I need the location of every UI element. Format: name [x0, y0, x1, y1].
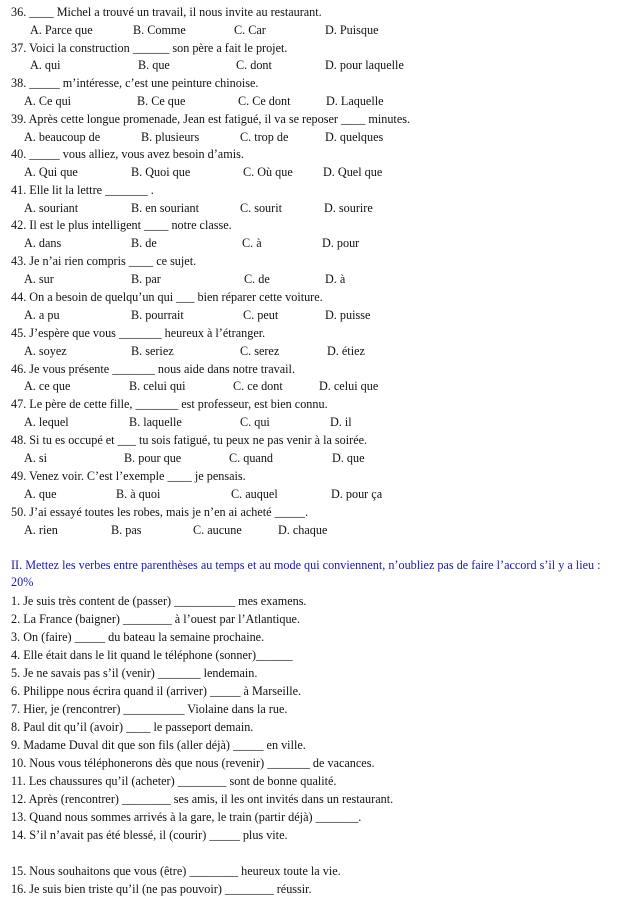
answer-option-a: A. si [24, 451, 48, 465]
answer-option-b: B. pourrait [131, 308, 184, 322]
answer-option-c: C. peut [243, 308, 279, 322]
answer-option-d: D. à [325, 272, 346, 286]
answer-option-b: B. pas [111, 523, 142, 537]
conjugation-item: 11. Les chaussures qu’il (acheter) ________ sont de bonne qualité. [11, 774, 337, 788]
question-text: 37. Voici la construction ______ son père a fait le projet. [11, 41, 288, 55]
question-text: 40. _____ vous alliez, vous avez besoin d’amis. [11, 147, 244, 161]
answer-option-b: B. en souriant [131, 201, 200, 215]
question-text: 42. Il est le plus intelligent ____ notre classe. [11, 218, 232, 232]
question-text: 41. Elle lit la lettre _______ . [11, 183, 154, 197]
answer-option-a: A. rien [24, 523, 58, 537]
answer-option-a: A. lequel [24, 415, 69, 429]
answer-option-c: C. Ce dont [238, 94, 291, 108]
conjugation-item: 7. Hier, je (rencontrer) __________ Violaine dans la rue. [11, 702, 288, 716]
answer-option-a: A. sur [24, 272, 54, 286]
question-text: 50. J’ai essayé toutes les robes, mais je n’en ai acheté _____. [11, 505, 309, 519]
answer-option-b: B. de [131, 236, 157, 250]
answer-option-c: C. dont [236, 58, 272, 72]
conjugation-item: 6. Philippe nous écrira quand il (arriver) _____ à Marseille. [11, 684, 302, 698]
answer-option-a: A. qui [30, 58, 61, 72]
question-text: 39. Après cette longue promenade, Jean est fatigué, il va se reposer ____ minutes. [11, 112, 411, 126]
answer-option-d: D. chaque [278, 523, 328, 537]
answer-option-d: D. il [330, 415, 352, 429]
answer-option-b: B. plusieurs [141, 130, 200, 144]
answer-option-d: D. puisse [325, 308, 371, 322]
answer-option-b: B. seriez [131, 344, 174, 358]
answer-option-d: D. pour [322, 236, 360, 250]
conjugation-item: 14. S’il n’avait pas été blessé, il (courir) _____ plus vite. [11, 828, 288, 842]
conjugation-item: 8. Paul dit qu’il (avoir) ____ le passeport demain. [11, 720, 254, 734]
conjugation-item: 4. Elle était dans le lit quand le téléphone (sonner)______ [11, 648, 293, 662]
answer-option-a: A. souriant [24, 201, 79, 215]
section-instruction: II. Mettez les verbes entre parenthèses au temps et au mode qui conviennent, n’oubliez pas de faire l’accord s’il y a lieu : 20% [11, 558, 601, 589]
conjugation-item: 1. Je suis très content de (passer) __________ mes examens. [11, 594, 307, 608]
answer-option-d: D. Laquelle [326, 94, 384, 108]
question-text: 44. On a besoin de quelqu’un qui ___ bien réparer cette voiture. [11, 290, 323, 304]
answer-option-c: C. Car [234, 23, 266, 37]
answer-option-d: D. pour ça [331, 487, 383, 501]
answer-option-b: B. Quoi que [131, 165, 191, 179]
answer-option-b: B. Ce que [137, 94, 186, 108]
answer-option-b: B. à quoi [116, 487, 161, 501]
answer-option-d: D. sourire [324, 201, 373, 215]
conjugation-item: 2. La France (baigner) ________ à l’ouest par l’Atlantique. [11, 612, 301, 626]
question-text: 49. Venez voir. C’est l’exemple ____ je pensais. [11, 469, 246, 483]
conjugation-item: 10. Nous vous téléphonerons dès que nous (revenir) _______ de vacances. [11, 756, 375, 770]
conjugation-item: 9. Madame Duval dit que son fils (aller déjà) _____ en ville. [11, 738, 306, 752]
answer-option-b: B. que [138, 58, 170, 72]
answer-option-b: B. celui qui [129, 379, 186, 393]
answer-option-b: B. par [131, 272, 161, 286]
answer-option-c: C. trop de [240, 130, 289, 144]
answer-option-a: A. Qui que [24, 165, 78, 179]
answer-option-a: A. a pu [24, 308, 60, 322]
answer-option-d: D. que [332, 451, 365, 465]
answer-option-a: A. ce que [24, 379, 71, 393]
answer-option-d: D. quelques [325, 130, 384, 144]
answer-option-a: A. beaucoup de [24, 130, 101, 144]
conjugation-item: 3. On (faire) _____ du bateau la semaine prochaine. [11, 630, 265, 644]
answer-option-d: D. celui que [319, 379, 379, 393]
answer-option-a: A. dans [24, 236, 62, 250]
answer-option-c: C. aucune [193, 523, 242, 537]
answer-option-d: D. Quel que [323, 165, 383, 179]
question-text: 36. ____ Michel a trouvé un travail, il nous invite au restaurant. [11, 5, 322, 19]
conjugation-item: 12. Après (rencontrer) ________ ses amis, il les ont invités dans un restaurant. [11, 792, 394, 806]
answer-option-b: B. laquelle [129, 415, 182, 429]
answer-option-d: D. pour laquelle [325, 58, 404, 72]
question-text: 47. Le père de cette fille, _______ est professeur, est bien connu. [11, 397, 328, 411]
answer-option-c: C. ce dont [233, 379, 283, 393]
answer-option-c: C. de [244, 272, 270, 286]
question-text: 45. J’espère que vous _______ heureux à l’étranger. [11, 326, 266, 340]
answer-option-c: C. à [242, 236, 262, 250]
answer-option-c: C. auquel [231, 487, 278, 501]
answer-option-a: A. soyez [24, 344, 67, 358]
question-text: 43. Je n’ai rien compris ____ ce sujet. [11, 254, 197, 268]
answer-option-b: B. pour que [124, 451, 182, 465]
answer-option-c: C. Où que [243, 165, 293, 179]
answer-option-d: D. étiez [327, 344, 365, 358]
answer-option-c: C. sourit [240, 201, 282, 215]
answer-option-c: C. serez [240, 344, 280, 358]
answer-option-c: C. quand [229, 451, 274, 465]
answer-option-a: A. que [24, 487, 57, 501]
question-text: 48. Si tu es occupé et ___ tu sois fatigué, tu peux ne pas venir à la soirée. [11, 433, 368, 447]
conjugation-item: 13. Quand nous sommes arrivés à la gare, le train (partir déjà) _______. [11, 810, 362, 824]
question-text: 46. Je vous présente _______ nous aide dans notre travail. [11, 362, 295, 376]
answer-option-d: D. Puisque [325, 23, 379, 37]
conjugation-item: 16. Je suis bien triste qu’il (ne pas pouvoir) ________ réussir. [11, 882, 312, 896]
question-text: 38. _____ m’intéresse, c’est une peinture chinoise. [11, 76, 259, 90]
answer-option-a: A. Ce qui [24, 94, 72, 108]
answer-option-b: B. Comme [133, 23, 186, 37]
conjugation-item: 5. Je ne savais pas s’il (venir) _______ lendemain. [11, 666, 258, 680]
answer-option-a: A. Parce que [30, 23, 93, 37]
answer-option-c: C. qui [240, 415, 270, 429]
conjugation-item: 15. Nous souhaitons que vous (être) ________ heureux toute la vie. [11, 864, 341, 878]
